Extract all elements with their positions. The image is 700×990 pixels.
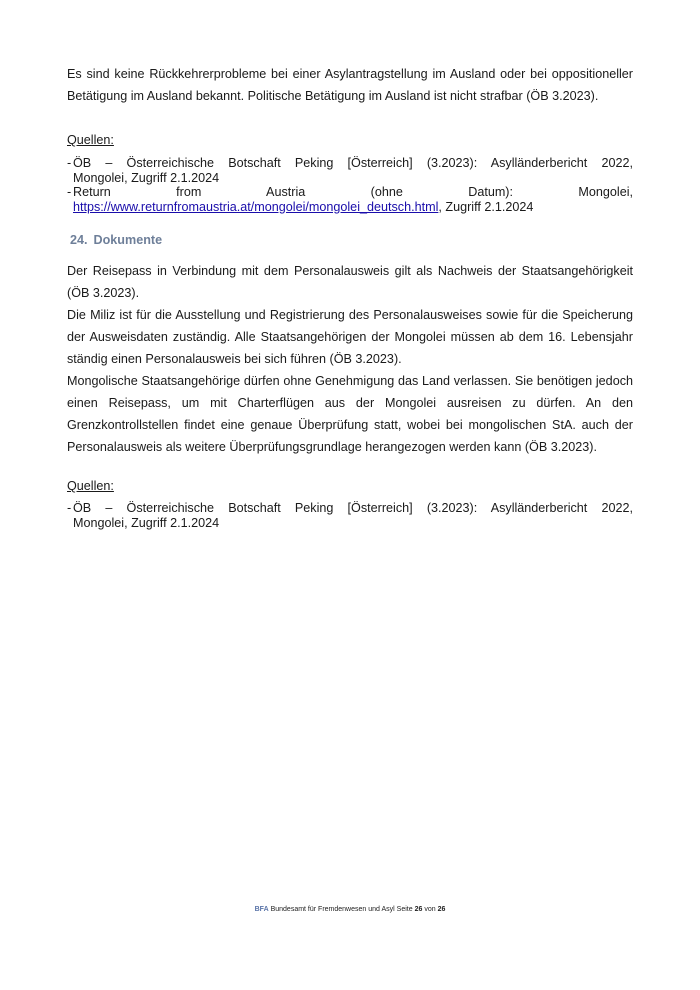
page-footer [0, 906, 700, 913]
section-heading [70, 233, 162, 247]
source-access-date: , Zugriff 2.1.2024 [438, 200, 534, 214]
body-paragraph: Die Miliz ist für die Ausstellung und Registrierung des Personalausweises sowie für die Speicherung der Ausweisdaten zuständig. Alle Staatsangehörigen der Mongolei müssen ab dem 16. Lebensjahr ständig einen Personalausweis bei sich führen (ÖB 3.2023). [67, 308, 633, 366]
section-title: Dokumente [93, 233, 163, 247]
source-item [67, 501, 633, 531]
list-dash: - [67, 501, 72, 515]
bfa-logo: BFA [254, 906, 269, 913]
footer-page-of: von [424, 906, 436, 913]
body-paragraph: Der Reisepass in Verbindung mit dem Personalausweis gilt als Nachweis der Staatsangehörigkeit (ÖB 3.2023). [67, 264, 633, 300]
sources-heading: Quellen: [67, 133, 114, 147]
source-text: Return from Austria (ohne Datum): Mongolei, [73, 185, 633, 199]
intro-paragraph: Es sind keine Rückkehrerprobleme bei einer Asylantragstellung im Ausland oder bei oppositioneller Betätigung im Ausland bekannt. Politische Betätigung im Ausland ist nicht strafbar (ÖB 3.2023). [67, 67, 633, 103]
list-dash: - [67, 156, 72, 170]
source-link-line [67, 200, 633, 215]
source-link[interactable]: https://www.returnfromaustria.at/mongolei/mongolei_deutsch.html [73, 200, 439, 214]
list-dash: - [67, 185, 72, 199]
source-text-continuation: Mongolei, Zugriff 2.1.2024 [73, 171, 220, 185]
footer-page-total: 26 [437, 906, 446, 913]
footer-agency: Bundesamt für Fremdenwesen und Asyl [270, 906, 395, 913]
section-number: 24. [70, 233, 88, 247]
sources-heading: Quellen: [67, 479, 114, 493]
source-text: ÖB – Österreichische Botschaft Peking [Österreich] (3.2023): Asylländerbericht 2022, [73, 156, 633, 170]
footer-page-current: 26 [414, 906, 423, 913]
source-item [67, 185, 633, 215]
source-text: ÖB – Österreichische Botschaft Peking [Österreich] (3.2023): Asylländerbericht 2022, [73, 501, 633, 515]
source-item [67, 156, 633, 186]
source-text-continuation: Mongolei, Zugriff 2.1.2024 [73, 516, 220, 530]
body-paragraph: Mongolische Staatsangehörige dürfen ohne Genehmigung das Land verlassen. Sie benötigen jedoch einen Reisepass, um mit Charterflügen aus der Mongolei ausreisen zu dürfen. An den Grenzkontrollstellen findet eine genaue Überprüfung statt, wobei bei mongolischen StA. auch der Personalausweis als weitere Überprüfungsgrundlage herangezogen werden kann (ÖB 3.2023). [67, 374, 633, 454]
footer-page-word: Seite [396, 906, 413, 913]
